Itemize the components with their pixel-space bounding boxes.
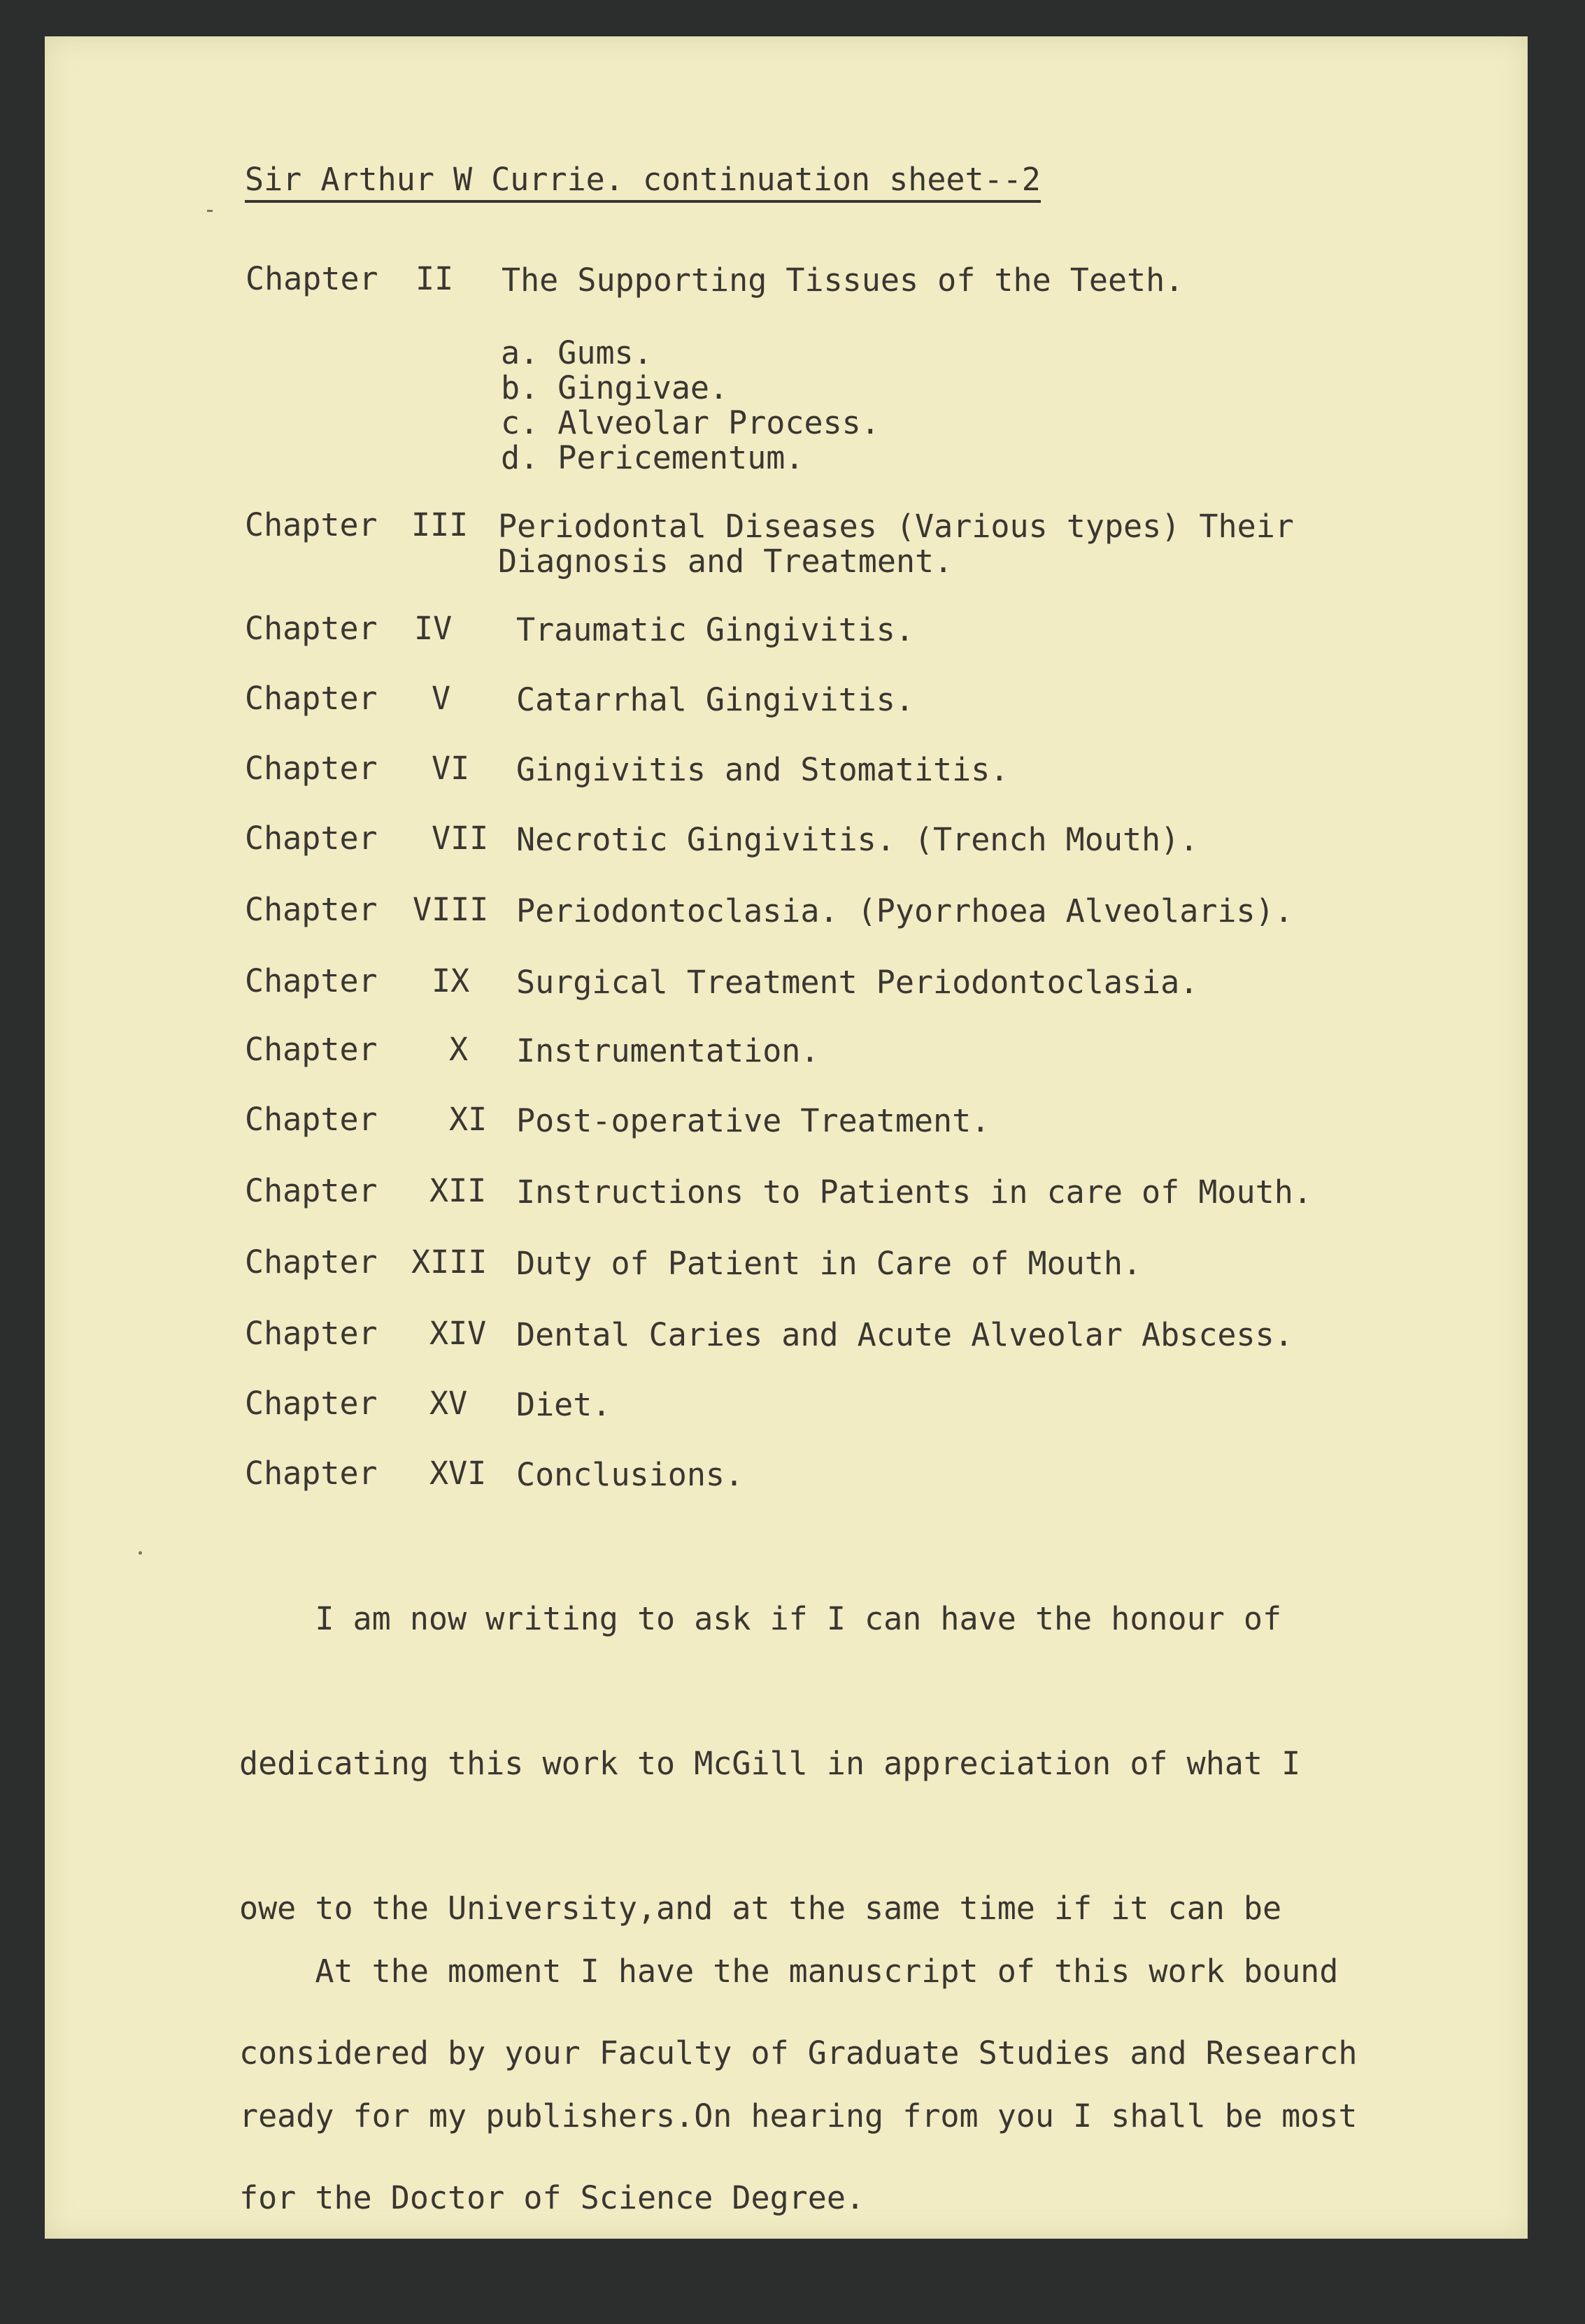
chapter-numeral: VIII (413, 891, 489, 928)
chapter-title: Dental Caries and Acute Alveolar Abscess. (516, 1316, 1293, 1353)
chapter-label: Chapter (245, 1243, 378, 1281)
paragraph-line: dedicating this work to McGill in appreciation of what I (239, 1745, 1301, 1782)
chapter-title: The Supporting Tissues of the Teeth. (502, 262, 1184, 299)
chapter-title: Traumatic Gingivitis. (516, 611, 914, 648)
subitem: c. Alveolar Process. (501, 404, 880, 441)
chapter-title: Periodontal Diseases (Various types) Their (498, 508, 1294, 545)
chapter-title: Duty of Patient in Care of Mouth. (516, 1245, 1142, 1282)
chapter-label: Chapter (246, 260, 378, 297)
chapter-numeral: V (432, 680, 451, 717)
letter-page (45, 36, 1528, 2239)
chapter-title: Surgical Treatment Periodontoclasia. (516, 964, 1199, 1001)
chapter-title: Necrotic Gingivitis. (Trench Mouth). (516, 821, 1199, 858)
chapter-title: Instrumentation. (516, 1032, 820, 1069)
chapter-numeral: IV (414, 610, 453, 647)
paragraph-line: for the Doctor of Science Degree. (239, 2179, 865, 2216)
paragraph-line: At the moment I have the manuscript of this work bound (239, 1953, 1339, 1990)
chapter-label: Chapter (245, 680, 378, 717)
page-header: Sir Arthur W Currie. continuation sheet--2 (245, 161, 1041, 203)
paragraph-line: I am now writing to ask if I can have the honour of (239, 1600, 1282, 1637)
chapter-label: Chapter (245, 1172, 378, 1209)
chapter-title: Catarrhal Gingivitis. (516, 681, 914, 718)
paper-speck (207, 210, 213, 212)
chapter-title: Diet. (516, 1386, 611, 1423)
subitem: b. Gingivae. (501, 369, 729, 406)
chapter-numeral: XI (449, 1101, 488, 1138)
paragraph-line: owe to the University,and at the same time if it can be (239, 1890, 1282, 1927)
chapter-title-continued: Diagnosis and Treatment. (498, 543, 953, 580)
chapter-label: Chapter (245, 1385, 378, 1422)
paragraph-line: ready for my publishers.On hearing from you I shall be most (239, 2097, 1358, 2134)
chapter-numeral: XIV (429, 1315, 487, 1352)
chapter-numeral: XVI (429, 1455, 487, 1492)
chapter-numeral: X (449, 1031, 469, 1068)
chapter-title: Conclusions. (516, 1456, 744, 1493)
subitem: d. Pericementum. (501, 439, 804, 476)
chapter-numeral: VII (432, 820, 489, 857)
paper-speck (138, 1551, 142, 1555)
chapter-numeral: XII (429, 1172, 487, 1209)
chapter-label: Chapter (245, 610, 378, 647)
chapter-label: Chapter (245, 962, 378, 999)
chapter-numeral: VI (432, 750, 470, 787)
chapter-label: Chapter (245, 1455, 378, 1492)
chapter-title: Instructions to Patients in care of Mouth. (516, 1174, 1312, 1211)
chapter-label: Chapter (245, 506, 378, 543)
paragraph-line: considered by your Faculty of Graduate Studies and Research (239, 2034, 1358, 2072)
chapter-numeral: XIII (411, 1243, 488, 1281)
chapter-numeral: II (415, 260, 454, 297)
chapter-title: Periodontoclasia. (Pyorrhoea Alveolaris). (516, 892, 1293, 929)
chapter-label: Chapter (245, 1315, 378, 1352)
chapter-title: Gingivitis and Stomatitis. (516, 751, 1009, 788)
chapter-label: Chapter (245, 750, 378, 787)
chapter-numeral: III (411, 506, 469, 543)
chapter-title: Post-operative Treatment. (516, 1102, 990, 1139)
chapter-label: Chapter (245, 1031, 378, 1068)
chapter-label: Chapter (245, 1101, 378, 1138)
chapter-label: Chapter (245, 891, 378, 928)
subitem: a. Gums. (501, 334, 653, 371)
chapter-numeral: XV (429, 1385, 468, 1422)
body-paragraph (239, 1879, 1498, 2242)
chapter-numeral: IX (432, 962, 470, 999)
chapter-label: Chapter (245, 820, 378, 857)
